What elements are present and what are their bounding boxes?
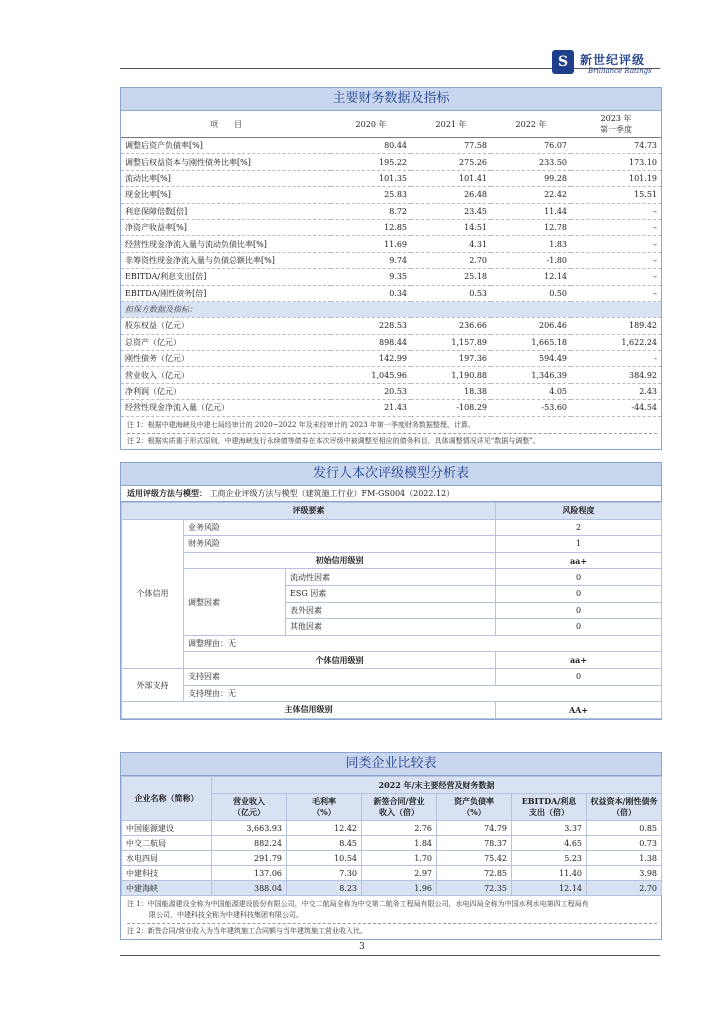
- business-risk-value: 2: [496, 519, 662, 536]
- guarantee-label: 担保方数据及指标：: [121, 301, 661, 317]
- row-value: 195.22: [331, 154, 411, 170]
- row-value: 22.42: [491, 187, 571, 203]
- company-value: 12.42: [287, 821, 362, 836]
- external-support-label: 外部支持: [122, 668, 184, 701]
- row-value: -44.54: [571, 400, 661, 416]
- row-label: 刚性债务（亿元）: [121, 351, 331, 367]
- peer-column-title: 营业收入: [233, 796, 265, 806]
- row-value: 76.07: [491, 138, 571, 154]
- financial-header-row: [121, 111, 661, 138]
- model-method: [121, 486, 661, 502]
- support-reason: 支持理由：无: [184, 685, 662, 702]
- row-value: 26.48: [411, 187, 491, 203]
- peer-column-unit: 收入（倍）: [379, 807, 419, 817]
- individual-credit-label: 个体信用: [122, 519, 184, 668]
- row-value: 21.43: [331, 400, 411, 416]
- company-value: 8.45: [287, 836, 362, 851]
- row-value: 197.36: [411, 351, 491, 367]
- financial-note-2: 注 2：根据实质重于形式原则，中建海峡发行永续债等债券在本次评级中被调整至相应的债务科目，具体调整情况详见“数据与调整”。: [127, 436, 540, 445]
- row-value: 80.44: [331, 138, 411, 154]
- peer-column-unit: 支出（倍）: [529, 807, 569, 817]
- row-value: 384.92: [571, 367, 661, 383]
- row-value: 23.45: [411, 203, 491, 219]
- company-value: 137.06: [212, 866, 287, 881]
- row-value: 25.83: [331, 187, 411, 203]
- col-2021: 2021 年: [411, 111, 491, 138]
- row-value: 101.35: [331, 170, 411, 186]
- business-risk-label: 业务风险: [184, 519, 496, 536]
- row-value: -: [571, 351, 661, 367]
- table-row: [122, 836, 662, 851]
- table-row: [121, 252, 661, 268]
- table-row: [121, 219, 661, 235]
- peer-column-header: [437, 794, 512, 821]
- peers-notes: [121, 896, 661, 939]
- peer-column-title: EBITDA/利息: [521, 796, 577, 806]
- peer-column-header: [212, 794, 287, 821]
- support-factor-label: 支持因素: [184, 668, 496, 685]
- peers-header-row: [122, 777, 662, 794]
- company-value: 1.70: [362, 851, 437, 866]
- row-label: 净利润（亿元）: [121, 383, 331, 399]
- company-value: 4.65: [512, 836, 587, 851]
- table-row: [121, 170, 661, 186]
- row-value: 11.44: [491, 203, 571, 219]
- peers-body: [122, 821, 662, 896]
- col-company: 企业名称（简称）: [122, 777, 212, 821]
- logo-name-en: Brilliance Ratings: [588, 67, 652, 75]
- company-value: 1.96: [362, 881, 437, 896]
- adjust-item-value: 0: [496, 569, 662, 586]
- financial-note-1: 注 1：根据中建海峡及中建七局经审计的 2020~2022 年及未经审计的 2023 年第一季度财务数据整理、计算。: [127, 420, 475, 429]
- row-label: 利息保障倍数[倍]: [121, 203, 331, 219]
- table-row: [121, 318, 661, 334]
- company-name: 水电四局: [122, 851, 212, 866]
- peer-column-header: [512, 794, 587, 821]
- company-value: 10.54: [287, 851, 362, 866]
- row-value: 4.31: [411, 236, 491, 252]
- row-label: EBITDA/利息支出[倍]: [121, 269, 331, 285]
- initial-level-value: aa+: [496, 552, 662, 569]
- financial-table: [121, 111, 661, 417]
- row-value: 1,190.88: [411, 367, 491, 383]
- company-value: 882.24: [212, 836, 287, 851]
- col-2023-year: 2023 年: [600, 114, 632, 123]
- entity-level-label: 主体信用级别: [122, 702, 496, 719]
- financial-section: [120, 87, 662, 450]
- table-row: [121, 383, 661, 399]
- company-value: 2.76: [362, 821, 437, 836]
- row-value: -108.29: [411, 400, 491, 416]
- row-value: 2.70: [411, 252, 491, 268]
- company-name: 中国能源建设: [122, 821, 212, 836]
- row-value: –: [571, 203, 661, 219]
- row-value: -1.80: [491, 252, 571, 268]
- row-value: 101.19: [571, 170, 661, 186]
- company-value: 75.42: [437, 851, 512, 866]
- company-value: 3,663.93: [212, 821, 287, 836]
- adjust-item-value: 0: [496, 619, 662, 636]
- row-value: 0.50: [491, 285, 571, 301]
- row-label: 调整后权益资本与刚性债务比率[%]: [121, 154, 331, 170]
- table-row: [122, 851, 662, 866]
- row-value: 1,045.96: [331, 367, 411, 383]
- row-value: 20.53: [331, 383, 411, 399]
- row-value: 15.51: [571, 187, 661, 203]
- peer-column-title: 权益资本/刚性债务: [590, 796, 658, 806]
- peers-title: 同类企业比较表: [121, 753, 661, 776]
- company-value: 1.84: [362, 836, 437, 851]
- table-row: [122, 519, 662, 536]
- row-value: 0.34: [331, 285, 411, 301]
- row-value: 1.83: [491, 236, 571, 252]
- table-row: [121, 138, 661, 154]
- row-value: 11.69: [331, 236, 411, 252]
- row-value: 12.78: [491, 219, 571, 235]
- row-value: 898.44: [331, 334, 411, 350]
- row-label: 营业收入（亿元）: [121, 367, 331, 383]
- row-value: –: [571, 285, 661, 301]
- table-row: [121, 187, 661, 203]
- peers-note-1b: 限公司，中建科技全称为中建科技集团有限公司。: [149, 911, 303, 919]
- row-value: 236.66: [411, 318, 491, 334]
- row-label: 经营性现金净流入量（亿元）: [121, 400, 331, 416]
- table-row: [121, 203, 661, 219]
- individual-level-label: 个体信用级别: [184, 652, 496, 669]
- peer-column-unit: （倍）: [612, 807, 636, 817]
- adjust-item-value: 0: [496, 602, 662, 619]
- company-value: 0.85: [587, 821, 662, 836]
- financial-body: [121, 138, 661, 417]
- col-2020: 2020 年: [331, 111, 411, 138]
- row-value: –: [571, 252, 661, 268]
- table-row: [121, 236, 661, 252]
- row-label: 股东权益（亿元）: [121, 318, 331, 334]
- peer-column-header: [587, 794, 662, 821]
- row-value: 1,346.39: [491, 367, 571, 383]
- company-value: 3.98: [587, 866, 662, 881]
- row-value: 8.72: [331, 203, 411, 219]
- company-value: 5.23: [512, 851, 587, 866]
- row-value: 228.53: [331, 318, 411, 334]
- method-label: 适用评级方法与模型：: [127, 488, 207, 498]
- company-value: 78.37: [437, 836, 512, 851]
- guarantee-header-row: [121, 301, 661, 317]
- adjust-item-label: 表外因素: [286, 602, 496, 619]
- page-number: 3: [359, 942, 365, 952]
- row-label: 现金比率[%]: [121, 187, 331, 203]
- model-section: [120, 462, 662, 720]
- company-value: 11.40: [512, 866, 587, 881]
- peers-note-2: 注 2：新签合同/营业收入为当年建筑施工合同额与当年建筑施工营业收入比。: [127, 927, 368, 935]
- logo-mark-icon: S: [552, 50, 574, 74]
- row-value: 0.53: [411, 285, 491, 301]
- table-row: [121, 269, 661, 285]
- col-2022: 2022 年: [491, 111, 571, 138]
- col-2023q1: [571, 111, 661, 138]
- financial-risk-label: 财务风险: [184, 536, 496, 553]
- company-value: 3.37: [512, 821, 587, 836]
- row-value: 12.85: [331, 219, 411, 235]
- footer-rule: [120, 955, 660, 956]
- table-row: [122, 685, 662, 702]
- row-value: 14.51: [411, 219, 491, 235]
- company-value: 1.38: [587, 851, 662, 866]
- peers-note-1a: 注 1：中国能源建设全称为中国能源建设股份有限公司，中交二航局全称为中交第二航务工程局有限公司，水电四局全称为中国水利水电第四工程局有: [127, 900, 589, 908]
- table-row: [122, 536, 662, 553]
- table-row: [121, 154, 661, 170]
- row-value: 18.38: [411, 383, 491, 399]
- company-value: 7.30: [287, 866, 362, 881]
- company-value: 291.79: [212, 851, 287, 866]
- peers-section: [120, 752, 662, 940]
- peers-table: [121, 776, 662, 896]
- company-value: 74.79: [437, 821, 512, 836]
- company-name: 中建科技: [122, 866, 212, 881]
- row-value: –: [571, 269, 661, 285]
- col-item: 项 目: [121, 111, 331, 138]
- row-value: 233.50: [491, 154, 571, 170]
- row-value: 189.42: [571, 318, 661, 334]
- table-row: [121, 334, 661, 350]
- table-row: [122, 552, 662, 569]
- method-value: 工商企业评级方法与模型（建筑施工行业）FM-GS004（2022.12）: [209, 489, 455, 498]
- row-value: 2.43: [571, 383, 661, 399]
- table-row: [122, 668, 662, 685]
- peer-column-title: 资产负债率: [454, 796, 494, 806]
- note-divider: [127, 433, 657, 434]
- adjust-item-label: 流动性因素: [286, 569, 496, 586]
- table-row: [122, 569, 662, 586]
- company-value: 72.35: [437, 881, 512, 896]
- company-value: 8.23: [287, 881, 362, 896]
- peer-column-unit: （%）: [312, 807, 336, 817]
- row-value: 101.41: [411, 170, 491, 186]
- row-value: 206.46: [491, 318, 571, 334]
- support-factor-value: 0: [496, 668, 662, 685]
- row-value: 4.05: [491, 383, 571, 399]
- adjust-item-label: 其他因素: [286, 619, 496, 636]
- row-label: 经营性现金净流入量与流动负债比率[%]: [121, 236, 331, 252]
- col-2023-quarter: 第一季度: [600, 125, 632, 134]
- table-row: [121, 367, 661, 383]
- financial-risk-value: 1: [496, 536, 662, 553]
- initial-level-label: 初始信用级别: [184, 552, 496, 569]
- row-label: EBITDA/刚性债务[倍]: [121, 285, 331, 301]
- model-title: 发行人本次评级模型分析表: [121, 463, 661, 486]
- col-factor: 评级要素: [122, 503, 496, 520]
- peer-column-title: 毛利率: [312, 796, 336, 806]
- adjust-item-value: 0: [496, 585, 662, 602]
- row-value: 25.18: [411, 269, 491, 285]
- company-name: 中交二航局: [122, 836, 212, 851]
- model-header-row: [122, 503, 662, 520]
- row-label: 净资产收益率[%]: [121, 219, 331, 235]
- row-value: –: [571, 219, 661, 235]
- row-value: 77.58: [411, 138, 491, 154]
- row-value: –: [571, 236, 661, 252]
- individual-level-value: aa+: [496, 652, 662, 669]
- table-row: [122, 635, 662, 652]
- row-value: 142.99: [331, 351, 411, 367]
- company-value: 2.70: [587, 881, 662, 896]
- table-row: [121, 285, 661, 301]
- adjust-reason: 调整理由：无: [184, 635, 662, 652]
- row-value: 594.49: [491, 351, 571, 367]
- row-label: 流动比率[%]: [121, 170, 331, 186]
- company-value: 0.73: [587, 836, 662, 851]
- peer-column-unit: （%）: [462, 807, 486, 817]
- note-divider: [127, 923, 657, 924]
- company-value: 388.04: [212, 881, 287, 896]
- peer-column-header: [287, 794, 362, 821]
- company-value: 2.97: [362, 866, 437, 881]
- table-row: [122, 652, 662, 669]
- row-value: 1,622.24: [571, 334, 661, 350]
- adjust-item-label: ESG 因素: [286, 585, 496, 602]
- model-table: [121, 502, 662, 719]
- logo-name-cn: 新世纪评级: [580, 53, 646, 67]
- row-label: 非筹资性现金净流入量与负债总额比率[%]: [121, 252, 331, 268]
- row-value: 1,665.18: [491, 334, 571, 350]
- row-value: 173.10: [571, 154, 661, 170]
- row-value: 275.26: [411, 154, 491, 170]
- financial-notes: [121, 417, 661, 449]
- peer-column-title: 新签合同/营业: [373, 796, 425, 806]
- entity-level-value: AA+: [496, 702, 662, 719]
- peer-column-unit: （亿元）: [233, 807, 265, 817]
- row-value: 99.28: [491, 170, 571, 186]
- row-value: 1,157.89: [411, 334, 491, 350]
- group-header: 2022 年/末主要经营及财务数据: [212, 777, 662, 794]
- row-label: 调整后资产负债率[%]: [121, 138, 331, 154]
- company-value: 12.14: [512, 881, 587, 896]
- row-value: 9.35: [331, 269, 411, 285]
- brand-logo: [552, 50, 660, 82]
- row-value: 12.14: [491, 269, 571, 285]
- company-name: 中建海峡: [122, 881, 212, 896]
- financial-title: 主要财务数据及指标: [121, 88, 661, 111]
- table-row: [122, 821, 662, 836]
- row-value: 74.73: [571, 138, 661, 154]
- row-label: 总资产（亿元）: [121, 334, 331, 350]
- table-row: [121, 351, 661, 367]
- peer-column-header: [362, 794, 437, 821]
- table-row: [121, 400, 661, 416]
- row-value: 9.74: [331, 252, 411, 268]
- table-row: [122, 702, 662, 719]
- company-value: 72.85: [437, 866, 512, 881]
- row-value: -53.60: [491, 400, 571, 416]
- table-row: [122, 866, 662, 881]
- col-risk: 风险程度: [496, 503, 662, 520]
- table-row: [122, 881, 662, 896]
- adjust-label: 调整因素: [184, 569, 286, 635]
